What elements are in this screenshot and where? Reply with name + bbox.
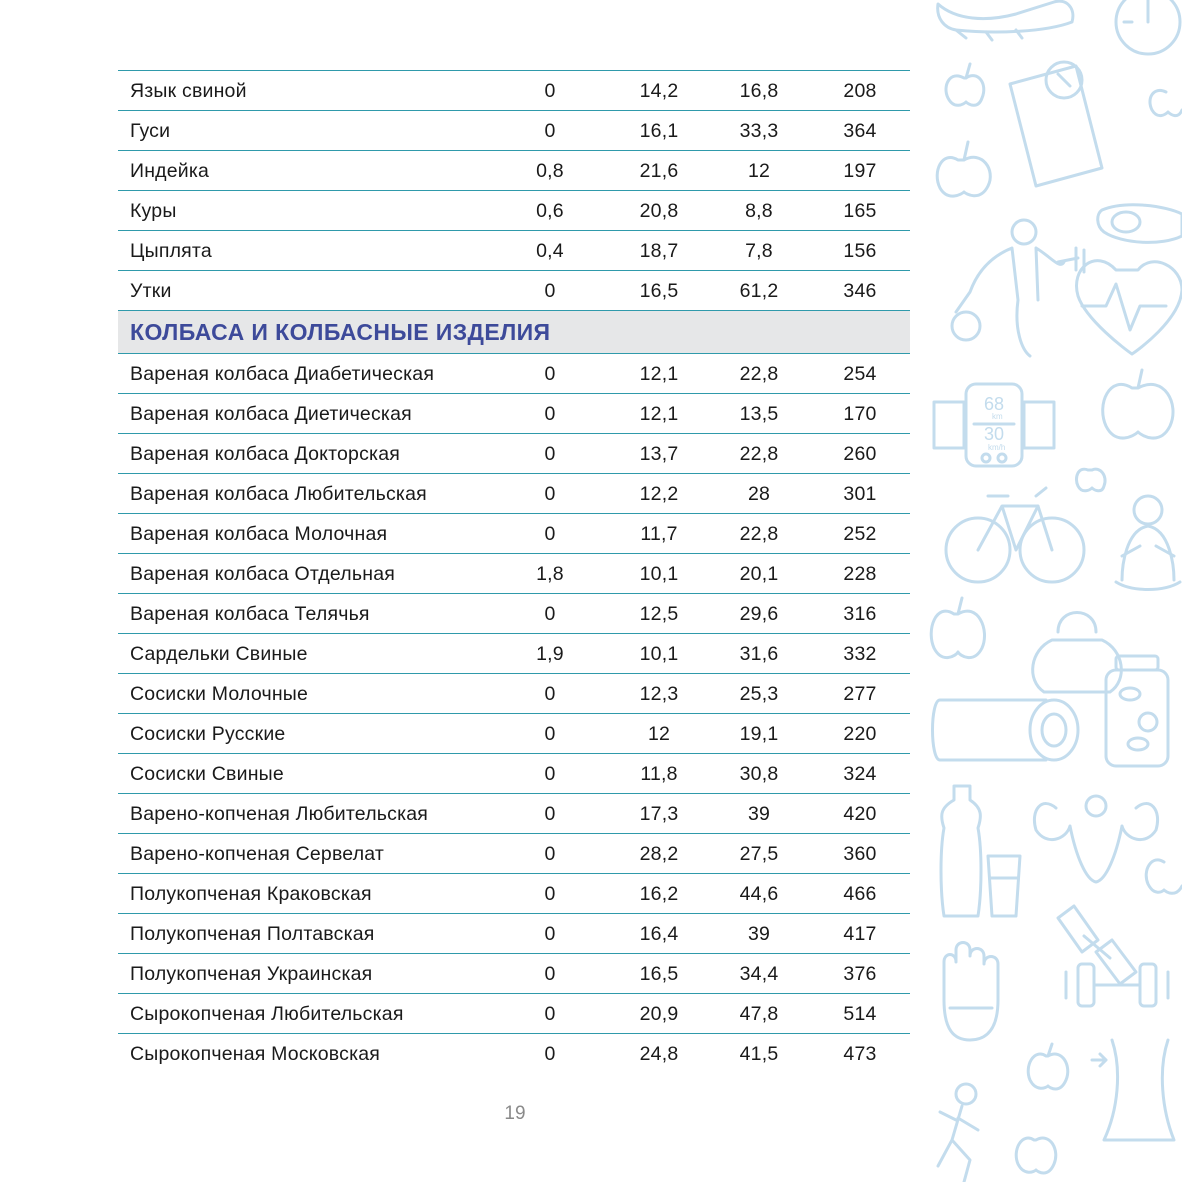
table-row [118,1033,910,1073]
value-col-3: 29,6 [739,603,779,625]
value-col-3: 33,3 [739,120,779,142]
value-col-2: 12,3 [639,683,679,705]
value-col-1: 0 [544,280,556,302]
value-col-4: 514 [843,1003,877,1025]
product-name: Сырокопченая Любительская [130,1003,404,1025]
value-col-3: 13,5 [739,403,779,425]
table-row [118,230,910,270]
value-col-3: 20,1 [739,563,779,585]
value-col-1: 0 [544,963,556,985]
runner-icon [938,1084,978,1182]
value-col-2: 17,3 [639,803,679,825]
value-col-4: 254 [843,363,877,385]
value-col-1: 0,8 [536,160,564,182]
value-col-2: 16,5 [639,280,679,302]
value-col-2: 20,9 [639,1003,679,1025]
value-col-4: 301 [843,483,877,505]
value-col-1: 0 [544,443,556,465]
value-col-3: 34,4 [739,963,779,985]
value-col-2: 11,8 [640,763,678,785]
value-col-3: 19,1 [739,723,779,745]
value-col-3: 25,3 [739,683,779,705]
value-col-4: 165 [843,200,877,222]
value-col-3: 12 [747,160,771,182]
value-col-1: 0 [544,723,556,745]
value-col-1: 0 [544,80,556,102]
apple-icon [1028,1044,1068,1089]
product-name: Куры [130,200,177,222]
fitness-tracker-icon [934,384,1054,466]
value-col-3: 22,8 [739,363,779,385]
muscle-torso-icon [1034,796,1157,882]
product-name: Варено-копченая Сервелат [130,843,385,865]
value-col-2: 12,5 [639,603,679,625]
table-row [118,513,910,553]
product-name: Вареная колбаса Докторская [130,443,400,465]
value-col-4: 324 [843,763,877,785]
value-col-3: 39 [747,923,771,945]
value-col-2: 20,8 [639,200,679,222]
value-col-1: 0 [544,763,556,785]
apple-icon [1016,1138,1056,1173]
dumbbell-icon [1066,964,1168,1006]
value-col-1: 0,4 [536,240,564,262]
tracker-top-unit: km [992,412,1003,421]
value-col-4: 360 [843,843,877,865]
tracker-top-value: 68 [984,394,1005,414]
table-row [118,833,910,873]
value-col-4: 228 [843,563,877,585]
table-row [118,953,910,993]
value-col-4: 346 [843,280,877,302]
table-row [118,150,910,190]
value-col-1: 0 [544,923,556,945]
apple-icon [931,598,984,658]
value-col-1: 0 [544,363,556,385]
value-col-4: 473 [843,1043,877,1065]
product-name: Цыплята [130,240,212,262]
value-col-1: 0 [544,483,556,505]
table-row [118,673,910,713]
value-col-3: 16,8 [739,80,779,102]
value-col-2: 14,2 [639,80,679,102]
product-name: Вареная колбаса Диетическая [130,403,412,425]
value-col-4: 156 [843,240,877,262]
value-col-1: 0 [544,523,556,545]
value-col-1: 0 [544,120,556,142]
product-name: Сосиски Русские [130,723,286,745]
water-bottle-icon [941,786,981,916]
table-row [118,593,910,633]
waist-measure-icon [1092,1040,1174,1140]
nutrition-table [118,70,910,1073]
table-row [118,633,910,673]
glass-icon [988,856,1020,916]
dumbbell-icon [1058,906,1136,984]
yoga-icon [1116,496,1180,590]
value-col-4: 332 [843,643,877,665]
section-header [118,310,910,353]
apple-icon [1150,90,1182,115]
value-col-2: 10,1 [639,643,679,665]
stopwatch-icon [1116,0,1180,54]
fitness-decoration [926,0,1182,1182]
table-row [118,270,910,310]
product-name: Язык свиной [130,80,247,102]
value-col-3: 28 [747,483,771,505]
value-col-1: 0 [544,603,556,625]
table-row [118,873,910,913]
value-col-3: 41,5 [739,1043,779,1065]
table-row [118,473,910,513]
value-col-1: 0 [544,1043,556,1065]
table-row [118,793,910,833]
page-number: 19 [504,1103,526,1124]
apple-icon [1076,469,1105,491]
value-col-1: 0 [544,1003,556,1025]
value-col-3: 22,8 [739,523,779,545]
apple-icon [937,142,990,196]
value-col-2: 16,5 [639,963,679,985]
value-col-2: 16,2 [639,883,679,905]
kettlebell-icon [1033,613,1122,693]
product-name: Индейка [130,160,210,182]
value-col-3: 61,2 [739,280,779,302]
product-name: Полукопченая Полтавская [130,923,375,945]
value-col-3: 27,5 [739,843,779,865]
value-col-3: 39 [747,803,771,825]
value-col-1: 0 [544,803,556,825]
value-col-2: 16,1 [639,120,679,142]
product-name: Вареная колбаса Телячья [130,603,370,625]
table-row [118,433,910,473]
value-col-4: 364 [843,120,877,142]
value-col-2: 28,2 [639,843,679,865]
tracker-bottom-value: 30 [984,424,1005,444]
value-col-1: 0 [544,843,556,865]
bicycle-icon [946,488,1084,582]
value-col-4: 170 [843,403,877,425]
table-row [118,753,910,793]
value-col-3: 47,8 [739,1003,779,1025]
product-name: Вареная колбаса Диабетическая [130,363,435,385]
value-col-3: 8,8 [745,200,773,222]
product-name: Вареная колбаса Отдельная [130,563,395,585]
table-row [118,190,910,230]
value-col-4: 316 [843,603,877,625]
value-col-2: 12,2 [639,483,679,505]
value-col-2: 18,7 [639,240,679,262]
value-col-4: 417 [843,923,877,945]
avocado-icon [1098,205,1182,243]
table-row [118,110,910,150]
value-col-4: 220 [843,723,877,745]
value-col-4: 252 [843,523,877,545]
value-col-2: 12 [647,723,671,745]
table-row [118,70,910,110]
value-col-4: 208 [843,80,877,102]
table-row [118,353,910,393]
value-col-3: 7,8 [745,240,773,262]
product-name: Вареная колбаса Молочная [130,523,388,545]
value-col-3: 30,8 [739,763,779,785]
table-row [118,553,910,593]
value-col-2: 16,4 [639,923,679,945]
value-col-4: 260 [843,443,877,465]
value-col-2: 24,8 [639,1043,679,1065]
bodybuilder-icon [952,220,1084,356]
value-col-4: 420 [843,803,877,825]
value-col-3: 22,8 [739,443,779,465]
apple-icon [1146,860,1182,893]
product-name: Гуси [130,120,171,142]
value-col-1: 1,8 [536,563,564,585]
product-name: Вареная колбаса Любительская [130,483,427,505]
value-col-1: 1,9 [536,643,564,665]
value-col-2: 13,7 [639,443,679,465]
value-col-3: 31,6 [739,643,779,665]
value-col-2: 12,1 [639,403,679,425]
sneaker-icon [938,1,1073,40]
value-col-3: 44,6 [739,883,779,905]
product-name: Сосиски Молочные [130,683,309,705]
yoga-mat-icon [933,700,1079,760]
pill-jar-icon [1106,656,1168,766]
product-name: Утки [130,280,172,302]
heart-pulse-icon [1077,261,1182,354]
product-name: Полукопченая Украинская [130,963,373,985]
value-col-1: 0 [544,403,556,425]
scale-icon [1010,62,1102,186]
product-name: Сардельки Свиные [130,643,308,665]
value-col-4: 466 [843,883,877,905]
product-name: Сосиски Свиные [130,763,284,785]
value-col-1: 0,6 [536,200,564,222]
value-col-2: 12,1 [639,363,679,385]
product-name: Сырокопченая Московская [130,1043,381,1065]
product-name: Варено-копченая Любительская [130,803,429,825]
value-col-2: 11,7 [640,523,678,545]
value-col-1: 0 [544,883,556,905]
table-row [118,393,910,433]
table-group-poultry [118,70,910,310]
apple-icon [946,64,984,105]
value-col-2: 10,1 [639,563,679,585]
table-row [118,713,910,753]
value-col-4: 277 [843,683,877,705]
tracker-bottom-unit: km/h [988,443,1006,452]
value-col-4: 197 [843,160,877,182]
section-title: КОЛБАСА И КОЛБАСНЫЕ ИЗДЕЛИЯ [130,319,551,345]
value-col-4: 376 [843,963,877,985]
value-col-2: 21,6 [639,160,679,182]
value-col-1: 0 [544,683,556,705]
glove-icon [944,943,998,1041]
product-name: Полукопченая Краковская [130,883,372,905]
table-row [118,913,910,953]
table-row [118,993,910,1033]
table-group-sausages [118,353,910,1073]
apple-icon [1103,370,1173,438]
